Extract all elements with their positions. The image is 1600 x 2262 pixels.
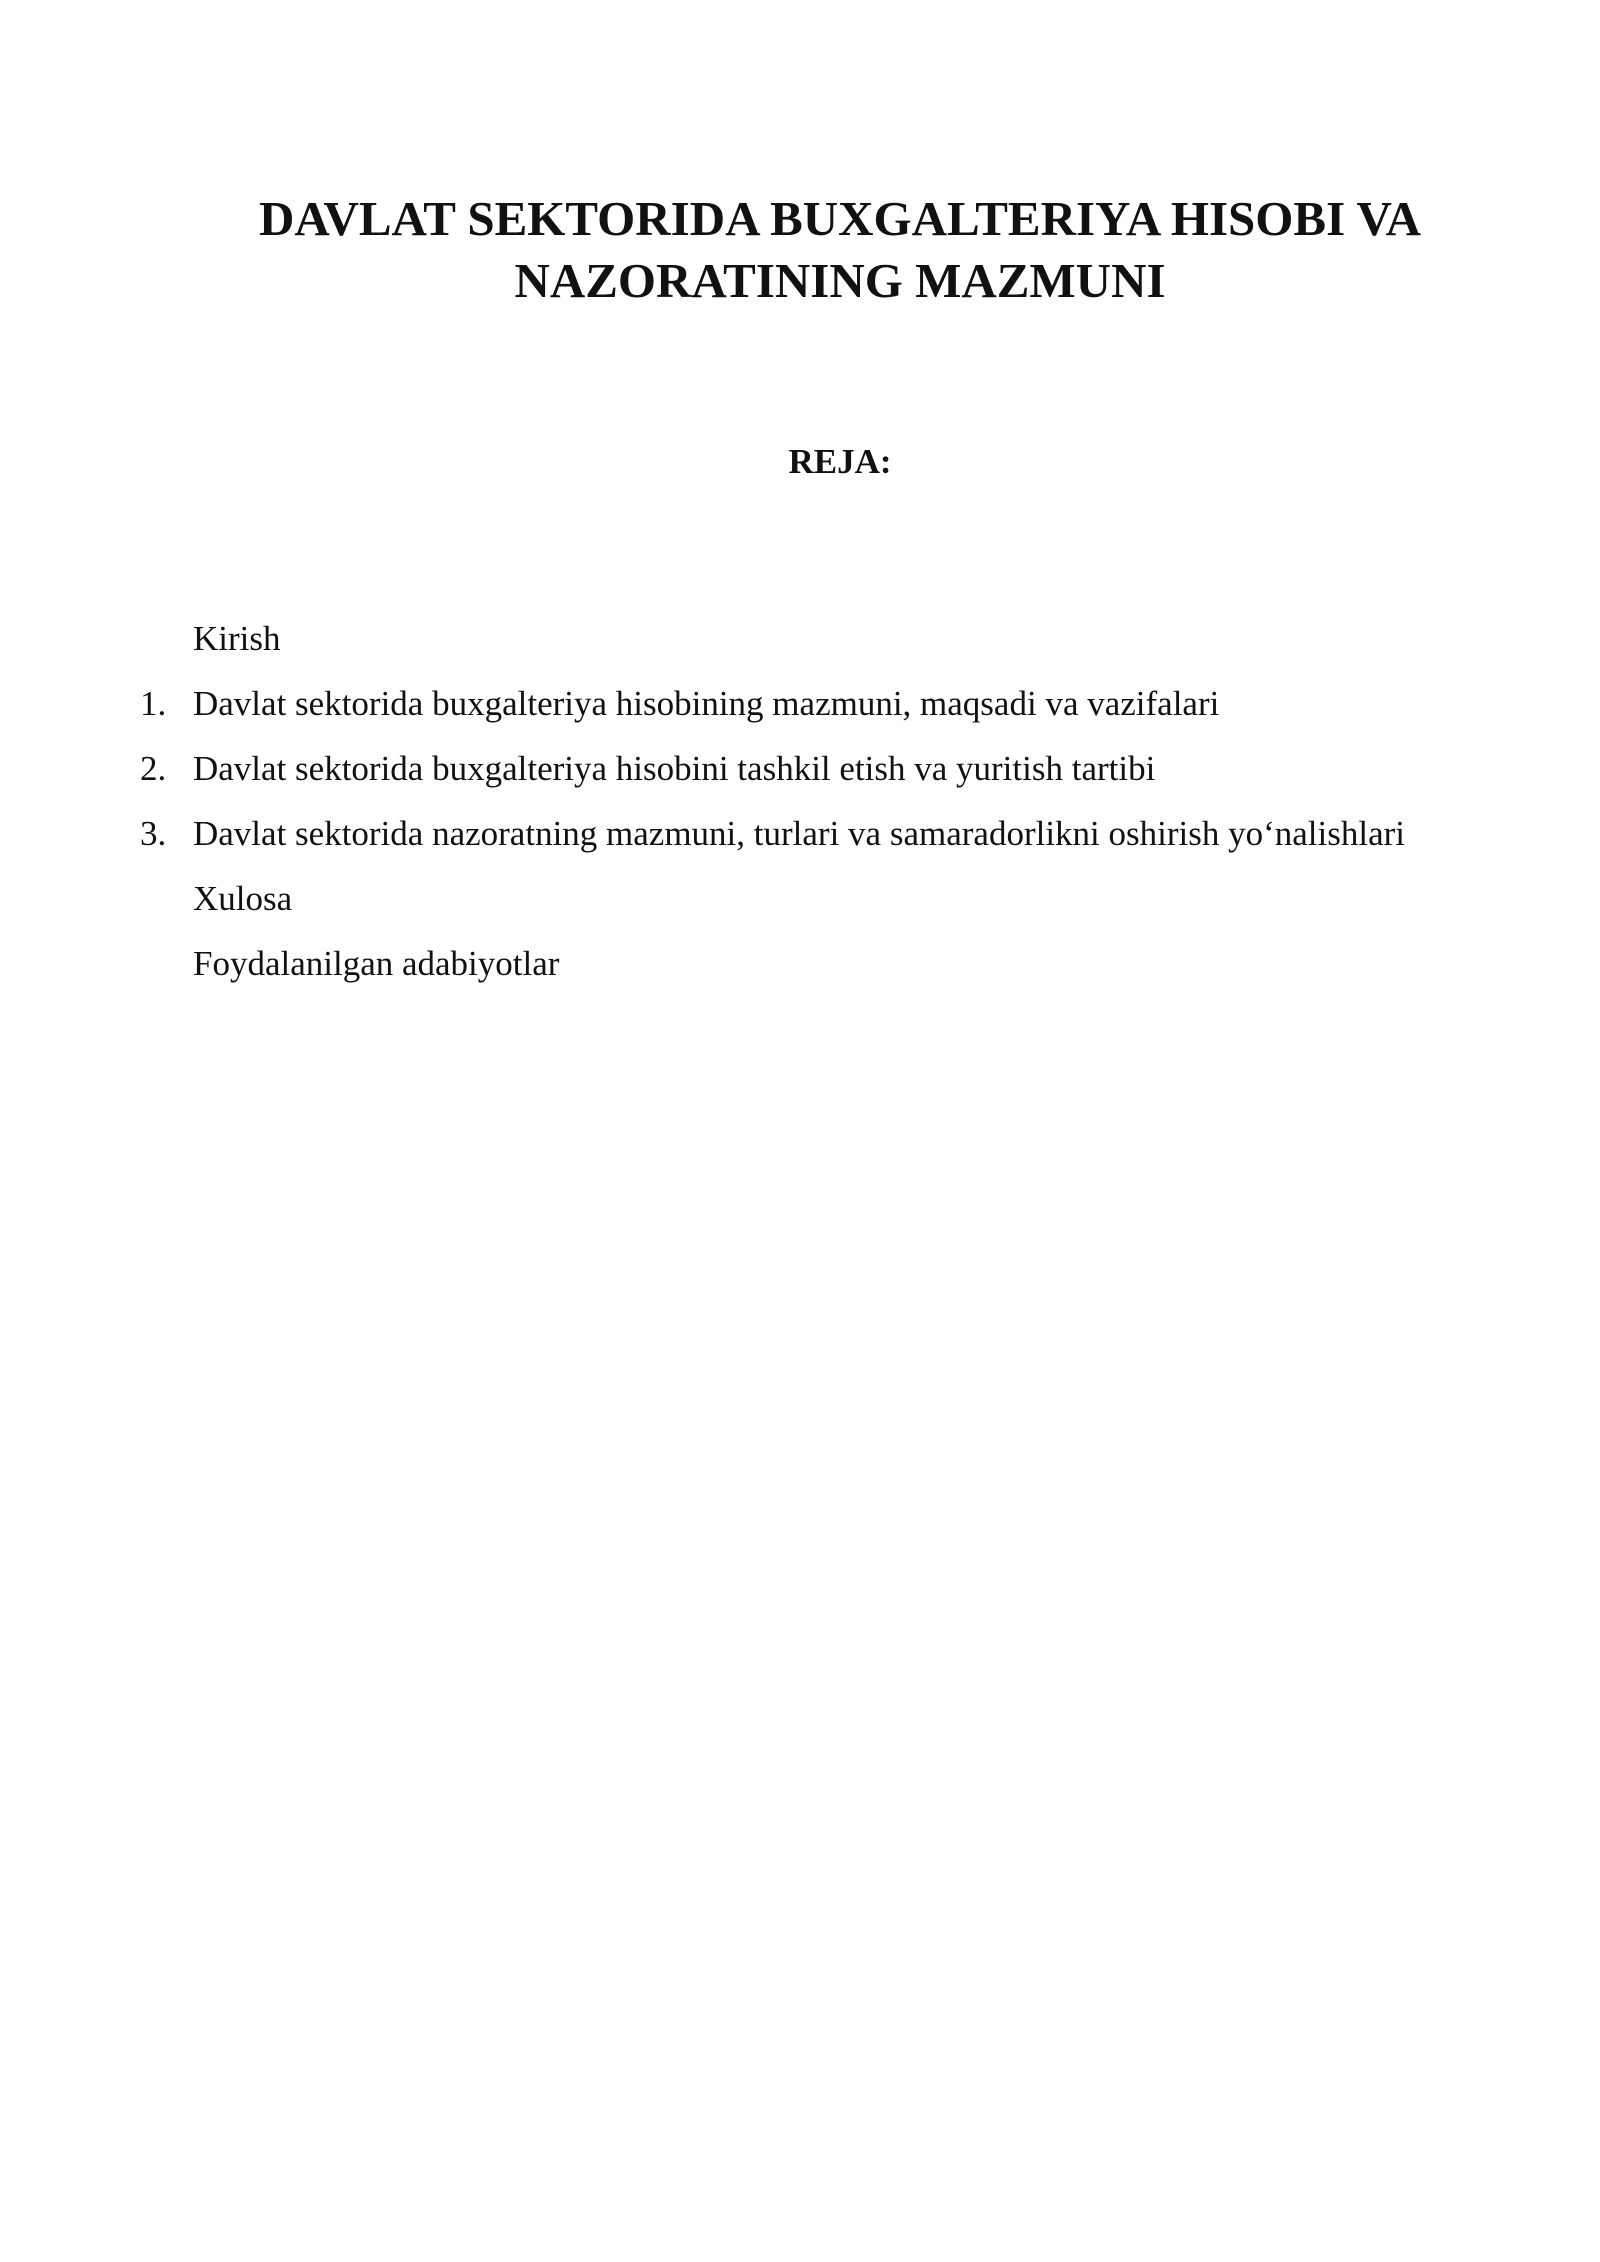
title-line-1: DAVLAT SEKTORIDA BUXGALTERIYA HISOBI VA [259,191,1421,246]
title-line-2: NAZORATINING MAZMUNI [514,253,1166,308]
plan-item-number: 2. [140,749,167,788]
plan-item-text: Davlat sektorida buxgalteriya hisobining mazmuni, maqsadi va vazifalari [193,684,1220,723]
document-title [140,188,1540,312]
plan-item-3 [140,801,1485,866]
plan-references: Foydalanilgan adabiyotlar [193,944,560,983]
plan-item-text: Davlat sektorida nazoratning mazmuni, turlari va samaradorlikni oshirish yo‘nalishlari [193,814,1406,853]
plan-heading: REJA: [788,442,892,481]
plan-intro: Kirish [193,619,281,658]
plan-item-1 [140,671,1485,736]
plan-item-2 [140,736,1485,801]
plan-item-number: 1. [140,684,167,723]
plan-item-number: 3. [140,814,167,853]
plan-conclusion: Xulosa [193,879,293,918]
plan-list [140,606,1485,996]
plan-item-text: Davlat sektorida buxgalteriya hisobini tashkil etish va yuritish tartibi [193,749,1156,788]
